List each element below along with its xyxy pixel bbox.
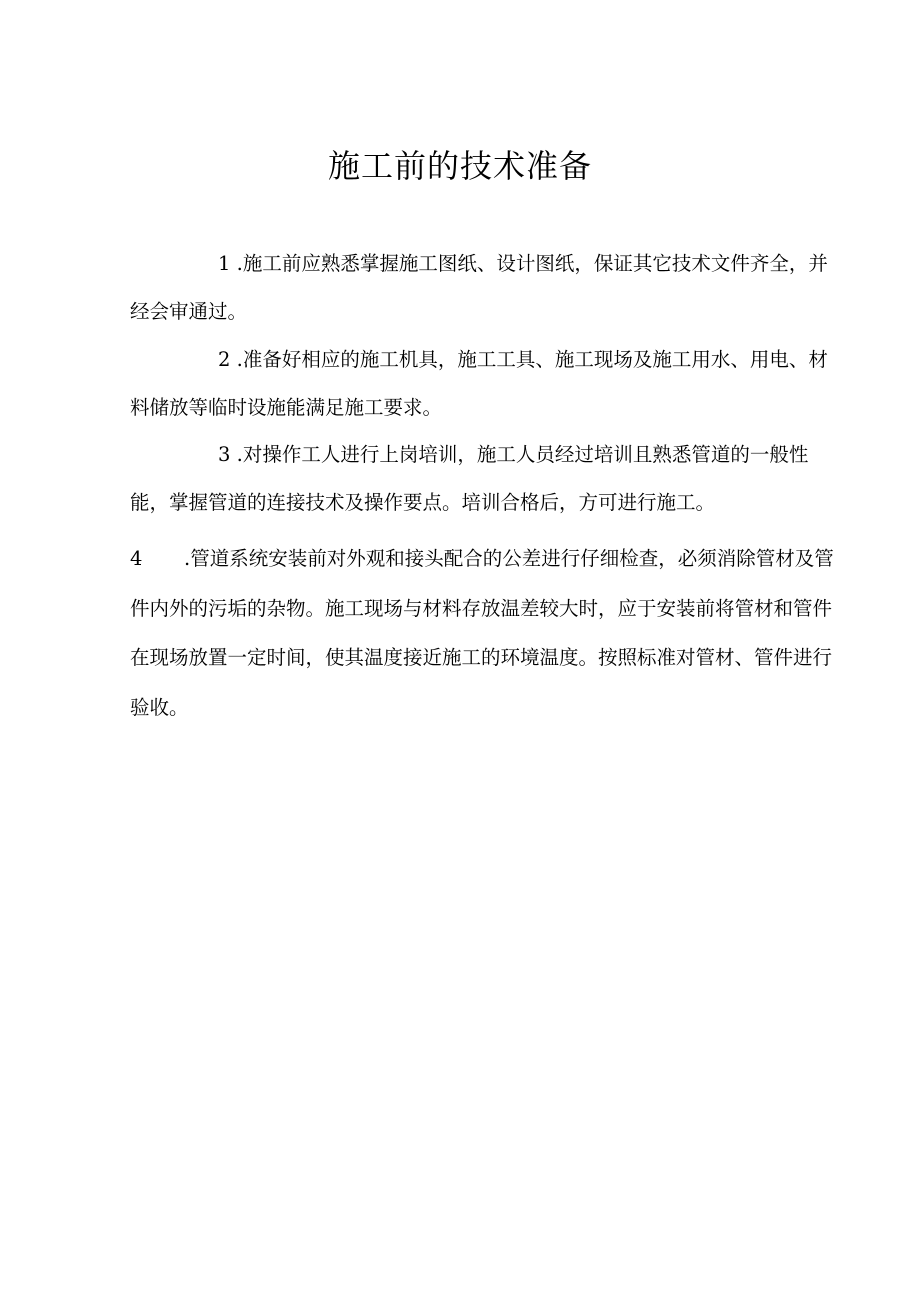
page-title: 施工前的技术准备 [327, 147, 592, 185]
paragraph-3 [130, 431, 834, 527]
paragraph-text: .对操作工人进行上岗培训，施工人员经过培训且熟悉管道的一般性能，掌握管道的连接技术及操作要点。培训合格后，方可进行施工。 [130, 443, 809, 514]
paragraph-text: .管道系统安装前对外观和接头配合的公差进行仔细检查，必须消除管材及管件内外的污垢的杂物。施工现场与材料存放温差较大时，应于安装前将管材和管件在现场放置一定时间，使其温度接近施工的环境温度。按照标准对管材、管件进行验收。 [130, 547, 834, 719]
paragraph-number: 4 [130, 547, 143, 570]
paragraph-number: 3 [218, 443, 231, 466]
paragraph-number: 1 [218, 252, 231, 275]
paragraph-1 [130, 240, 834, 336]
paragraph-4 [130, 534, 834, 732]
paragraph-2 [130, 336, 834, 432]
paragraph-text: .准备好相应的施工机具，施工工具、施工现场及施工用水、用电、材料储放等临时设施能满足施工要求。 [130, 348, 828, 419]
paragraph-text: .施工前应熟悉掌握施工图纸、设计图纸，保证其它技术文件齐全，并经会审通过。 [130, 252, 828, 323]
paragraph-number: 2 [218, 348, 231, 371]
